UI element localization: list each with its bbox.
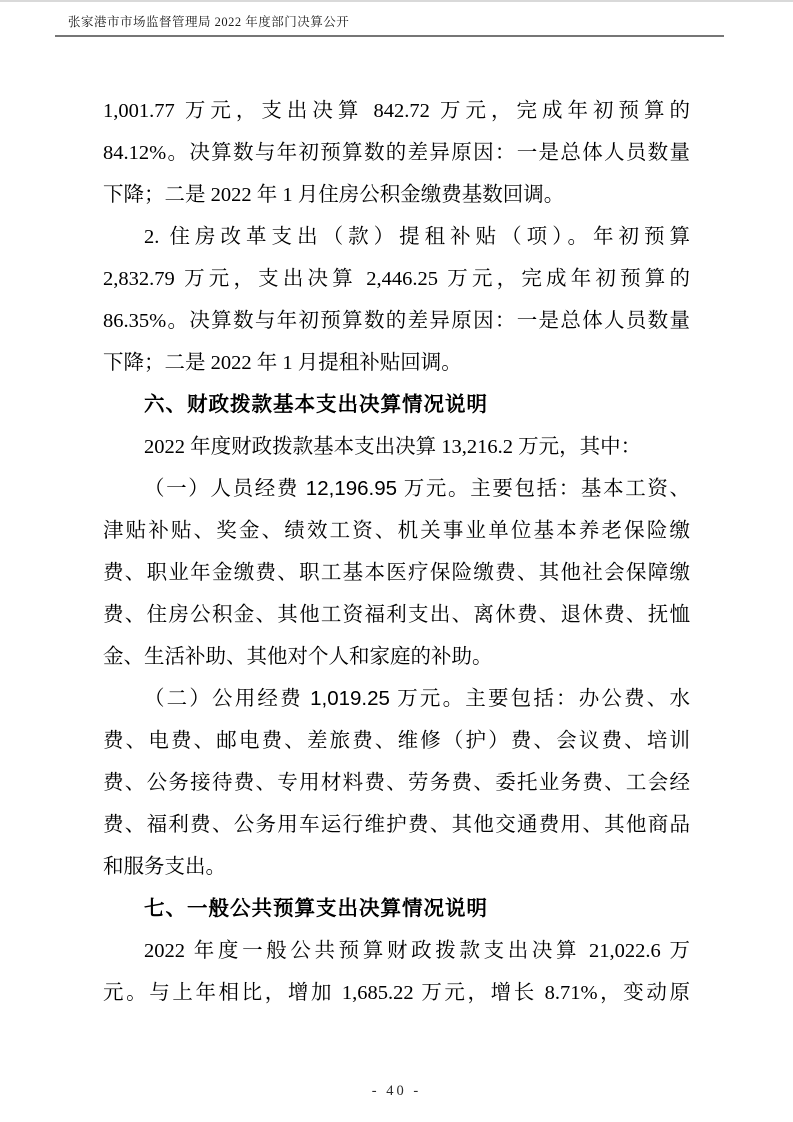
text-line: 六、财政拨款基本支出决算情况说明 xyxy=(144,393,488,416)
document-header xyxy=(55,12,724,37)
text-line: 下降；二是 2022 年 1 月住房公积金缴费基数回调。 xyxy=(103,184,565,206)
amount-value: 12,196.95 xyxy=(305,477,397,500)
paragraph xyxy=(103,468,690,678)
amount-value: 1,019.25 xyxy=(310,687,390,710)
paragraph xyxy=(103,426,690,468)
paragraph xyxy=(103,216,690,384)
page-number: - 40 - xyxy=(371,1083,422,1099)
text-segment: 万元。主要包括：办公费、水 xyxy=(389,688,690,710)
text-line: 下降；二是 2022 年 1 月提租补贴回调。 xyxy=(103,352,462,374)
document-footer xyxy=(0,1082,793,1100)
paragraph xyxy=(103,678,690,888)
header-rule xyxy=(55,35,724,37)
text-line: 86.35%。决算数与年初预算数的差异原因：一是总体人员数量 xyxy=(103,310,690,332)
section-heading xyxy=(103,384,690,426)
text-line xyxy=(103,468,690,510)
text-line: 费、职业年金缴费、职工基本医疗保险缴费、其他社会保障缴 xyxy=(103,562,690,584)
text-line: 费、电费、邮电费、差旅费、维修（护）费、会议费、培训 xyxy=(103,730,690,752)
text-line: 元。与上年相比，增加 1,685.22 万元，增长 8.71%，变动原 xyxy=(103,982,690,1004)
text-line: 津贴补贴、奖金、绩效工资、机关事业单位基本养老保险缴 xyxy=(103,520,690,542)
text-line: 费、公务接待费、专用材料费、劳务费、委托业务费、工会经 xyxy=(103,772,690,794)
text-line: 2022 年度一般公共预算财政拨款支出决算 21,022.6 万 xyxy=(144,940,690,962)
paragraph xyxy=(103,930,690,1014)
paragraph xyxy=(103,90,690,216)
text-line xyxy=(103,678,690,720)
text-line: 费、住房公积金、其他工资福利支出、离休费、退休费、抚恤 xyxy=(103,604,690,626)
text-segment: （一）人员经费 xyxy=(144,478,306,500)
header-title: 张家港市市场监督管理局 2022 年度部门决算公开 xyxy=(68,15,350,29)
text-line: 2,832.79 万元，支出决算 2,446.25 万元，完成年初预算的 xyxy=(103,268,690,290)
text-line: 七、一般公共预算支出决算情况说明 xyxy=(144,897,488,920)
text-line: 2. 住房改革支出（款）提租补贴（项）。年初预算 xyxy=(144,226,690,248)
text-line: 金、生活补助、其他对个人和家庭的补助。 xyxy=(103,646,493,668)
text-line: 1,001.77 万元，支出决算 842.72 万元，完成年初预算的 xyxy=(103,100,690,122)
section-heading xyxy=(103,888,690,930)
text-line: 费、福利费、公务用车运行维护费、其他交通费用、其他商品 xyxy=(103,814,690,836)
text-segment: 万元。主要包括：基本工资、 xyxy=(397,478,691,500)
text-line: 2022 年度财政拨款基本支出决算 13,216.2 万元，其中： xyxy=(144,436,642,458)
text-segment: （二）公用经费 xyxy=(144,688,311,710)
document-body xyxy=(103,90,690,1014)
text-line: 84.12%。决算数与年初预算数的差异原因：一是总体人员数量 xyxy=(103,142,690,164)
text-line: 和服务支出。 xyxy=(103,856,226,878)
